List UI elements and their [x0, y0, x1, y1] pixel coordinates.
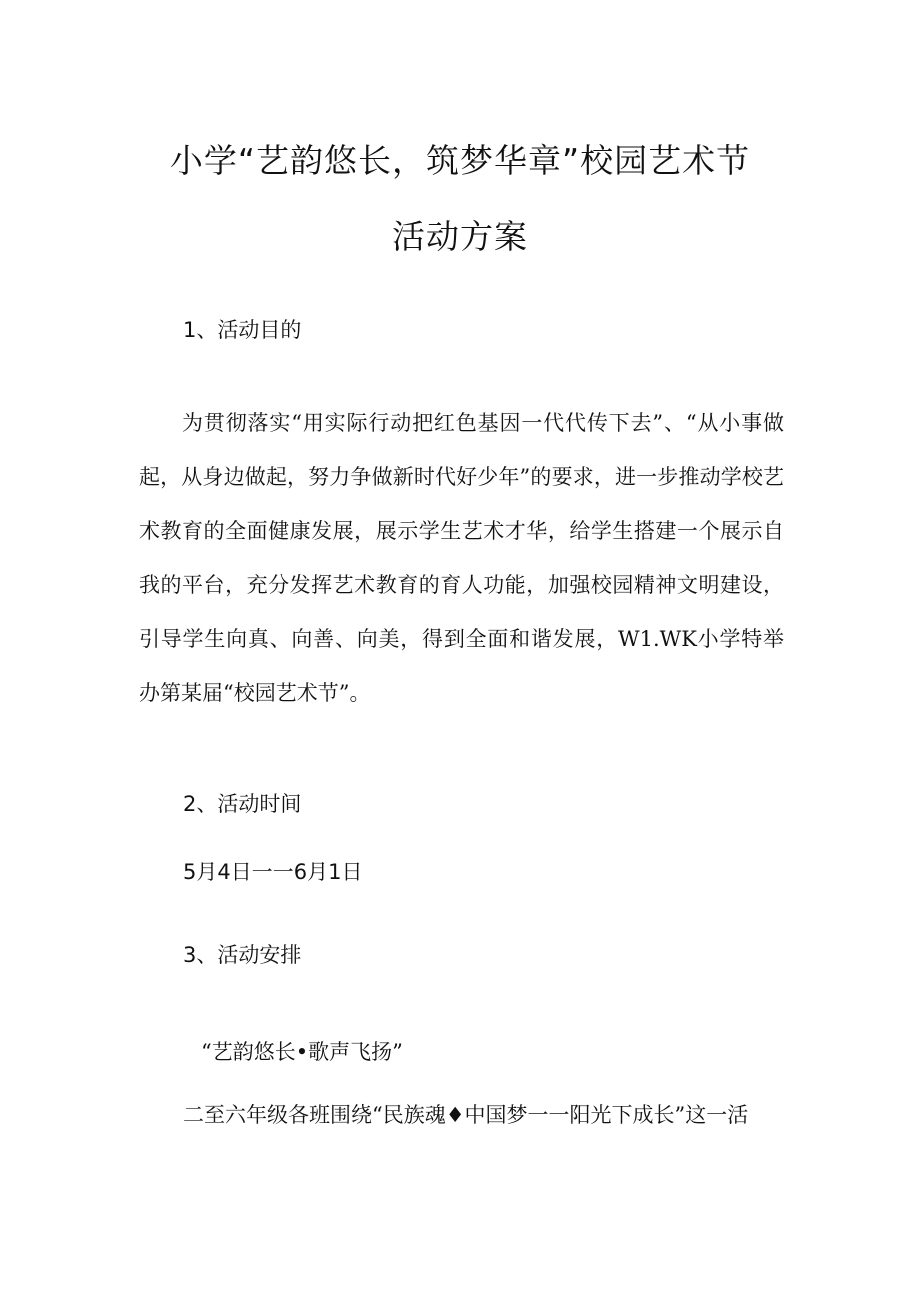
section-3-paragraph: 二至六年级各班围绕“民族魂♦中国梦一一阳光下成长”这一活	[183, 1103, 749, 1127]
section-1-heading: 1、活动目的	[183, 318, 302, 342]
section-2-heading: 2、活动时间	[183, 792, 302, 816]
section-3-heading: 3、活动安排	[183, 943, 302, 967]
document-title-line-2: 活动方案	[392, 217, 528, 256]
document-title-line-1: 小学“艺韵悠长，筑梦华章”校园艺术节	[169, 141, 751, 180]
section-1-paragraph: 为贯彻落实“用实际行动把红色基因一代代传下去”、“从小事做起，从身边做起，努力争做新时代好少年”的要求，进一步推动学校艺术教育的全面健康发展，展示学生艺术才华，给学生搭建一个展示自我的平台，充分发挥艺术教育的育人功能，加强校园精神文明建设，引导学生向真、向善、向美，得到全面和谐发展，W1.WK小学特举办第某届“校园艺术节”。	[139, 411, 784, 705]
activity-subtitle: “艺韵悠长•歌声飞扬”	[201, 1040, 403, 1064]
activity-date-range: 5月4日一一6月1日	[183, 860, 363, 884]
